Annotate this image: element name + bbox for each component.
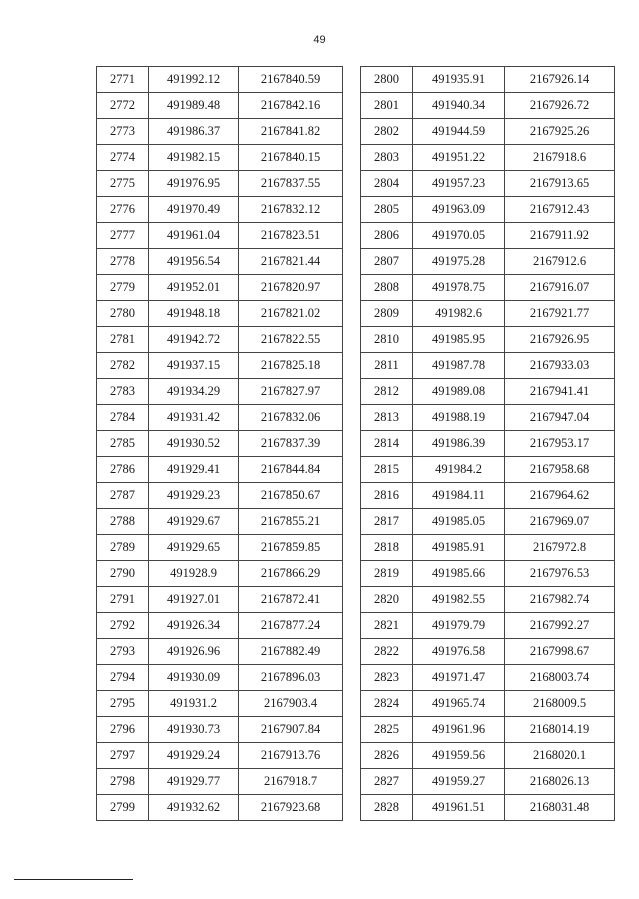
table-row bbox=[97, 457, 343, 483]
x-coordinate-cell: 491959.27 bbox=[413, 769, 505, 795]
y-coordinate-cell: 2167872.41 bbox=[239, 587, 343, 613]
point-number-cell: 2785 bbox=[97, 431, 149, 457]
table-row bbox=[361, 769, 615, 795]
point-number-cell: 2772 bbox=[97, 93, 149, 119]
y-coordinate-cell: 2167877.24 bbox=[239, 613, 343, 639]
y-coordinate-cell: 2167926.14 bbox=[505, 67, 615, 93]
table-row bbox=[97, 353, 343, 379]
y-coordinate-cell: 2167850.67 bbox=[239, 483, 343, 509]
x-coordinate-cell: 491929.77 bbox=[149, 769, 239, 795]
x-coordinate-cell: 491931.42 bbox=[149, 405, 239, 431]
y-coordinate-cell: 2167855.21 bbox=[239, 509, 343, 535]
x-coordinate-cell: 491961.51 bbox=[413, 795, 505, 821]
table-row bbox=[97, 249, 343, 275]
point-number-cell: 2818 bbox=[361, 535, 413, 561]
y-coordinate-cell: 2167882.49 bbox=[239, 639, 343, 665]
table-row bbox=[97, 535, 343, 561]
table-row bbox=[97, 691, 343, 717]
point-number-cell: 2774 bbox=[97, 145, 149, 171]
point-number-cell: 2806 bbox=[361, 223, 413, 249]
y-coordinate-cell: 2167832.12 bbox=[239, 197, 343, 223]
table-row bbox=[97, 795, 343, 821]
x-coordinate-cell: 491982.55 bbox=[413, 587, 505, 613]
table-row bbox=[97, 223, 343, 249]
point-number-cell: 2820 bbox=[361, 587, 413, 613]
y-coordinate-cell: 2167840.59 bbox=[239, 67, 343, 93]
x-coordinate-cell: 491951.22 bbox=[413, 145, 505, 171]
y-coordinate-cell: 2167969.07 bbox=[505, 509, 615, 535]
point-number-cell: 2796 bbox=[97, 717, 149, 743]
x-coordinate-cell: 491987.78 bbox=[413, 353, 505, 379]
y-coordinate-cell: 2167998.67 bbox=[505, 639, 615, 665]
y-coordinate-cell: 2167825.18 bbox=[239, 353, 343, 379]
table-row bbox=[361, 457, 615, 483]
table-row bbox=[97, 665, 343, 691]
point-number-cell: 2771 bbox=[97, 67, 149, 93]
point-number-cell: 2797 bbox=[97, 743, 149, 769]
x-coordinate-cell: 491976.95 bbox=[149, 171, 239, 197]
point-number-cell: 2788 bbox=[97, 509, 149, 535]
point-number-cell: 2812 bbox=[361, 379, 413, 405]
table-row bbox=[361, 223, 615, 249]
x-coordinate-cell: 491988.19 bbox=[413, 405, 505, 431]
x-coordinate-cell: 491952.01 bbox=[149, 275, 239, 301]
x-coordinate-cell: 491930.09 bbox=[149, 665, 239, 691]
table-row bbox=[97, 509, 343, 535]
point-number-cell: 2795 bbox=[97, 691, 149, 717]
x-coordinate-cell: 491986.39 bbox=[413, 431, 505, 457]
y-coordinate-cell: 2167953.17 bbox=[505, 431, 615, 457]
table-row bbox=[97, 405, 343, 431]
point-number-cell: 2824 bbox=[361, 691, 413, 717]
table-row bbox=[97, 327, 343, 353]
y-coordinate-cell: 2167859.85 bbox=[239, 535, 343, 561]
table-row bbox=[361, 509, 615, 535]
point-number-cell: 2776 bbox=[97, 197, 149, 223]
x-coordinate-cell: 491935.91 bbox=[413, 67, 505, 93]
y-coordinate-cell: 2167866.29 bbox=[239, 561, 343, 587]
point-number-cell: 2805 bbox=[361, 197, 413, 223]
x-coordinate-cell: 491961.96 bbox=[413, 717, 505, 743]
point-number-cell: 2814 bbox=[361, 431, 413, 457]
y-coordinate-cell: 2168026.13 bbox=[505, 769, 615, 795]
table-row bbox=[97, 93, 343, 119]
point-number-cell: 2817 bbox=[361, 509, 413, 535]
x-coordinate-cell: 491926.34 bbox=[149, 613, 239, 639]
point-number-cell: 2798 bbox=[97, 769, 149, 795]
x-coordinate-cell: 491970.49 bbox=[149, 197, 239, 223]
y-coordinate-cell: 2168009.5 bbox=[505, 691, 615, 717]
y-coordinate-cell: 2168020.1 bbox=[505, 743, 615, 769]
y-coordinate-cell: 2167992.27 bbox=[505, 613, 615, 639]
y-coordinate-cell: 2167958.68 bbox=[505, 457, 615, 483]
point-number-cell: 2790 bbox=[97, 561, 149, 587]
x-coordinate-cell: 491989.08 bbox=[413, 379, 505, 405]
y-coordinate-cell: 2167896.03 bbox=[239, 665, 343, 691]
point-number-cell: 2810 bbox=[361, 327, 413, 353]
table-row bbox=[361, 145, 615, 171]
point-number-cell: 2808 bbox=[361, 275, 413, 301]
x-coordinate-cell: 491975.28 bbox=[413, 249, 505, 275]
table-row bbox=[97, 561, 343, 587]
x-coordinate-cell: 491986.37 bbox=[149, 119, 239, 145]
x-coordinate-cell: 491944.59 bbox=[413, 119, 505, 145]
point-number-cell: 2783 bbox=[97, 379, 149, 405]
point-number-cell: 2782 bbox=[97, 353, 149, 379]
table-row bbox=[361, 561, 615, 587]
y-coordinate-cell: 2168003.74 bbox=[505, 665, 615, 691]
table-row bbox=[97, 379, 343, 405]
x-coordinate-cell: 491927.01 bbox=[149, 587, 239, 613]
point-number-cell: 2780 bbox=[97, 301, 149, 327]
x-coordinate-cell: 491929.41 bbox=[149, 457, 239, 483]
table-row bbox=[97, 301, 343, 327]
y-coordinate-cell: 2167841.82 bbox=[239, 119, 343, 145]
table-row bbox=[361, 613, 615, 639]
table-row bbox=[97, 67, 343, 93]
table-row bbox=[97, 119, 343, 145]
x-coordinate-cell: 491970.05 bbox=[413, 223, 505, 249]
table-row bbox=[361, 67, 615, 93]
y-coordinate-cell: 2167821.44 bbox=[239, 249, 343, 275]
table-row bbox=[97, 639, 343, 665]
point-number-cell: 2822 bbox=[361, 639, 413, 665]
y-coordinate-cell: 2168031.48 bbox=[505, 795, 615, 821]
table-row bbox=[97, 145, 343, 171]
x-coordinate-cell: 491956.54 bbox=[149, 249, 239, 275]
coordinate-table-left bbox=[96, 66, 343, 821]
y-coordinate-cell: 2167923.68 bbox=[239, 795, 343, 821]
table-row bbox=[97, 743, 343, 769]
x-coordinate-cell: 491929.24 bbox=[149, 743, 239, 769]
point-number-cell: 2823 bbox=[361, 665, 413, 691]
point-number-cell: 2781 bbox=[97, 327, 149, 353]
y-coordinate-cell: 2167982.74 bbox=[505, 587, 615, 613]
y-coordinate-cell: 2167820.97 bbox=[239, 275, 343, 301]
x-coordinate-cell: 491932.62 bbox=[149, 795, 239, 821]
point-number-cell: 2811 bbox=[361, 353, 413, 379]
x-coordinate-cell: 491926.96 bbox=[149, 639, 239, 665]
table-row bbox=[361, 119, 615, 145]
point-number-cell: 2773 bbox=[97, 119, 149, 145]
y-coordinate-cell: 2167933.03 bbox=[505, 353, 615, 379]
coordinate-table-body bbox=[361, 67, 615, 821]
x-coordinate-cell: 491963.09 bbox=[413, 197, 505, 223]
y-coordinate-cell: 2167918.6 bbox=[505, 145, 615, 171]
x-coordinate-cell: 491931.2 bbox=[149, 691, 239, 717]
table-row bbox=[97, 587, 343, 613]
footnote-separator bbox=[14, 879, 133, 880]
point-number-cell: 2821 bbox=[361, 613, 413, 639]
table-row bbox=[97, 197, 343, 223]
x-coordinate-cell: 491992.12 bbox=[149, 67, 239, 93]
y-coordinate-cell: 2167926.72 bbox=[505, 93, 615, 119]
table-row bbox=[97, 769, 343, 795]
table-row bbox=[361, 639, 615, 665]
table-row bbox=[361, 717, 615, 743]
y-coordinate-cell: 2167907.84 bbox=[239, 717, 343, 743]
point-number-cell: 2802 bbox=[361, 119, 413, 145]
table-row bbox=[361, 483, 615, 509]
y-coordinate-cell: 2167911.92 bbox=[505, 223, 615, 249]
table-row bbox=[97, 483, 343, 509]
point-number-cell: 2778 bbox=[97, 249, 149, 275]
x-coordinate-cell: 491934.29 bbox=[149, 379, 239, 405]
point-number-cell: 2825 bbox=[361, 717, 413, 743]
point-number-cell: 2793 bbox=[97, 639, 149, 665]
point-number-cell: 2784 bbox=[97, 405, 149, 431]
coordinate-table-body bbox=[97, 67, 343, 821]
x-coordinate-cell: 491929.65 bbox=[149, 535, 239, 561]
y-coordinate-cell: 2167827.97 bbox=[239, 379, 343, 405]
y-coordinate-cell: 2167832.06 bbox=[239, 405, 343, 431]
y-coordinate-cell: 2167925.26 bbox=[505, 119, 615, 145]
x-coordinate-cell: 491957.23 bbox=[413, 171, 505, 197]
point-number-cell: 2786 bbox=[97, 457, 149, 483]
table-row bbox=[97, 431, 343, 457]
point-number-cell: 2803 bbox=[361, 145, 413, 171]
y-coordinate-cell: 2167972.8 bbox=[505, 535, 615, 561]
table-row bbox=[361, 691, 615, 717]
y-coordinate-cell: 2168014.19 bbox=[505, 717, 615, 743]
y-coordinate-cell: 2167912.43 bbox=[505, 197, 615, 223]
y-coordinate-cell: 2167947.04 bbox=[505, 405, 615, 431]
point-number-cell: 2789 bbox=[97, 535, 149, 561]
y-coordinate-cell: 2167823.51 bbox=[239, 223, 343, 249]
x-coordinate-cell: 491985.95 bbox=[413, 327, 505, 353]
x-coordinate-cell: 491982.6 bbox=[413, 301, 505, 327]
x-coordinate-cell: 491930.52 bbox=[149, 431, 239, 457]
y-coordinate-cell: 2167821.02 bbox=[239, 301, 343, 327]
y-coordinate-cell: 2167840.15 bbox=[239, 145, 343, 171]
table-row bbox=[361, 587, 615, 613]
page-number: 49 bbox=[313, 34, 326, 46]
y-coordinate-cell: 2167941.41 bbox=[505, 379, 615, 405]
x-coordinate-cell: 491965.74 bbox=[413, 691, 505, 717]
x-coordinate-cell: 491971.47 bbox=[413, 665, 505, 691]
point-number-cell: 2816 bbox=[361, 483, 413, 509]
point-number-cell: 2775 bbox=[97, 171, 149, 197]
point-number-cell: 2813 bbox=[361, 405, 413, 431]
y-coordinate-cell: 2167913.76 bbox=[239, 743, 343, 769]
point-number-cell: 2799 bbox=[97, 795, 149, 821]
table-row bbox=[361, 275, 615, 301]
x-coordinate-cell: 491985.91 bbox=[413, 535, 505, 561]
point-number-cell: 2791 bbox=[97, 587, 149, 613]
x-coordinate-cell: 491928.9 bbox=[149, 561, 239, 587]
x-coordinate-cell: 491937.15 bbox=[149, 353, 239, 379]
y-coordinate-cell: 2167844.84 bbox=[239, 457, 343, 483]
point-number-cell: 2794 bbox=[97, 665, 149, 691]
y-coordinate-cell: 2167964.62 bbox=[505, 483, 615, 509]
table-row bbox=[361, 353, 615, 379]
y-coordinate-cell: 2167976.53 bbox=[505, 561, 615, 587]
point-number-cell: 2815 bbox=[361, 457, 413, 483]
point-number-cell: 2804 bbox=[361, 171, 413, 197]
y-coordinate-cell: 2167822.55 bbox=[239, 327, 343, 353]
table-row bbox=[97, 171, 343, 197]
x-coordinate-cell: 491978.75 bbox=[413, 275, 505, 301]
table-row bbox=[361, 249, 615, 275]
y-coordinate-cell: 2167842.16 bbox=[239, 93, 343, 119]
table-row bbox=[361, 379, 615, 405]
x-coordinate-cell: 491985.66 bbox=[413, 561, 505, 587]
x-coordinate-cell: 491942.72 bbox=[149, 327, 239, 353]
table-row bbox=[361, 431, 615, 457]
x-coordinate-cell: 491984.2 bbox=[413, 457, 505, 483]
table-row bbox=[97, 717, 343, 743]
y-coordinate-cell: 2167903.4 bbox=[239, 691, 343, 717]
point-number-cell: 2807 bbox=[361, 249, 413, 275]
y-coordinate-cell: 2167916.07 bbox=[505, 275, 615, 301]
point-number-cell: 2826 bbox=[361, 743, 413, 769]
table-row bbox=[361, 171, 615, 197]
point-number-cell: 2787 bbox=[97, 483, 149, 509]
x-coordinate-cell: 491940.34 bbox=[413, 93, 505, 119]
x-coordinate-cell: 491930.73 bbox=[149, 717, 239, 743]
y-coordinate-cell: 2167918.7 bbox=[239, 769, 343, 795]
x-coordinate-cell: 491929.67 bbox=[149, 509, 239, 535]
x-coordinate-cell: 491985.05 bbox=[413, 509, 505, 535]
point-number-cell: 2809 bbox=[361, 301, 413, 327]
x-coordinate-cell: 491976.58 bbox=[413, 639, 505, 665]
point-number-cell: 2800 bbox=[361, 67, 413, 93]
table-row bbox=[361, 93, 615, 119]
table-row bbox=[97, 275, 343, 301]
table-row bbox=[361, 405, 615, 431]
y-coordinate-cell: 2167913.65 bbox=[505, 171, 615, 197]
point-number-cell: 2779 bbox=[97, 275, 149, 301]
x-coordinate-cell: 491989.48 bbox=[149, 93, 239, 119]
y-coordinate-cell: 2167912.6 bbox=[505, 249, 615, 275]
y-coordinate-cell: 2167921.77 bbox=[505, 301, 615, 327]
point-number-cell: 2801 bbox=[361, 93, 413, 119]
point-number-cell: 2792 bbox=[97, 613, 149, 639]
y-coordinate-cell: 2167837.55 bbox=[239, 171, 343, 197]
table-row bbox=[361, 665, 615, 691]
table-row bbox=[361, 197, 615, 223]
table-row bbox=[361, 301, 615, 327]
x-coordinate-cell: 491979.79 bbox=[413, 613, 505, 639]
y-coordinate-cell: 2167926.95 bbox=[505, 327, 615, 353]
table-row bbox=[97, 613, 343, 639]
x-coordinate-cell: 491929.23 bbox=[149, 483, 239, 509]
x-coordinate-cell: 491982.15 bbox=[149, 145, 239, 171]
x-coordinate-cell: 491959.56 bbox=[413, 743, 505, 769]
table-row bbox=[361, 535, 615, 561]
y-coordinate-cell: 2167837.39 bbox=[239, 431, 343, 457]
point-number-cell: 2819 bbox=[361, 561, 413, 587]
point-number-cell: 2827 bbox=[361, 769, 413, 795]
point-number-cell: 2828 bbox=[361, 795, 413, 821]
x-coordinate-cell: 491961.04 bbox=[149, 223, 239, 249]
x-coordinate-cell: 491984.11 bbox=[413, 483, 505, 509]
coordinate-table-right bbox=[360, 66, 615, 821]
table-row bbox=[361, 795, 615, 821]
x-coordinate-cell: 491948.18 bbox=[149, 301, 239, 327]
point-number-cell: 2777 bbox=[97, 223, 149, 249]
table-row bbox=[361, 743, 615, 769]
table-row bbox=[361, 327, 615, 353]
